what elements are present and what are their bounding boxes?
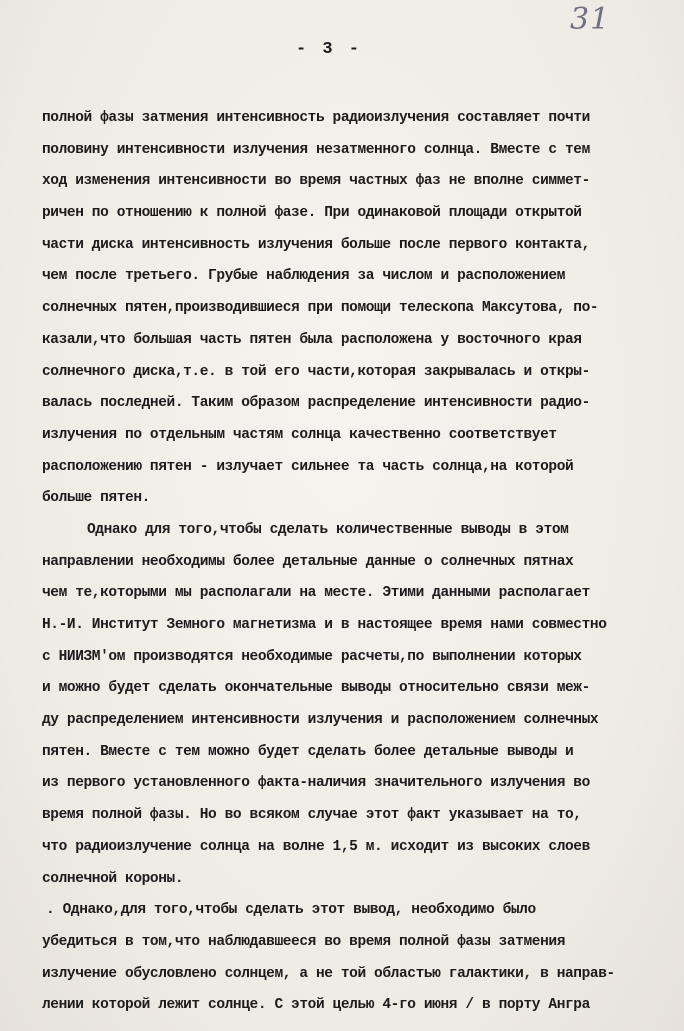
text-line: чем те,которыми мы располагали на месте. Этими данными располагает: [42, 585, 590, 602]
text-line: с НИИЗМ'ом производятся необходимые расчеты,по выполнении которых: [42, 648, 582, 665]
text-line: ход изменения интенсивности во время частных фаз не вполне симмет-: [42, 173, 590, 190]
text-line: полной фазы затмения интенсивность радиоизлучения составляет почти: [42, 110, 590, 126]
text-line: солнечной короны.: [42, 870, 184, 887]
text-line: ричен по отношению к полной фазе. При одинаковой площади открытой: [42, 205, 582, 222]
text-line: из первого установленного факта-наличия значительного излучения во: [42, 775, 590, 792]
page-number: - 3 -: [296, 40, 363, 59]
archive-page-number: 31: [570, 2, 611, 37]
text-line: что радиоизлучение солнца на волне 1,5 м. исходит из высоких слоев: [42, 838, 590, 855]
text-line: больше пятен.: [42, 490, 150, 507]
text-line: солнечных пятен,производившиеся при помощи телескопа Максутова, по-: [42, 300, 599, 317]
text-line: половину интенсивности излучения незатменного солнца. Вместе с тем: [42, 141, 590, 158]
text-line: Н.-И. Институт Земного магнетизма и в настоящее время нами совместно: [42, 617, 607, 633]
text-line: части диска интенсивность излучения больше после первого контакта,: [42, 236, 590, 253]
text-line: время полной фазы. Но во всяком случае этот факт указывает на то,: [42, 807, 582, 824]
text-line: валась последней. Таким образом распределение интенсивности радио-: [42, 395, 590, 412]
text-line: убедиться в том,что наблюдавшееся во время полной фазы затмения: [42, 933, 565, 950]
text-line: направлении необходимы более детальные данные о солнечных пятнах: [42, 553, 574, 570]
paragraph-start-line: . Однако,для того,чтобы сделать этот вывод, необходимо было: [46, 902, 536, 919]
text-line: чем после третьего. Грубые наблюдения за числом и расположением: [42, 268, 565, 285]
paragraph-start-line: Однако для того,чтобы сделать количественные выводы в этом: [87, 521, 569, 538]
text-line: солнечного диска,т.е. в той его части,которая закрывалась и откры-: [42, 363, 590, 380]
body-text: [42, 103, 672, 1022]
text-line: излучения по отдельным частям солнца качественно соответствует: [42, 426, 557, 443]
text-line: излучение обусловлено солнцем, а не той областью галактики, в направ-: [42, 965, 615, 982]
text-line: ду распределением интенсивности излучения и расположением солнечных: [42, 712, 599, 729]
text-line: расположению пятен - излучает сильнее та часть солнца,на которой: [42, 458, 574, 475]
text-line: казали,что большая часть пятен была расположена у восточного края: [42, 331, 582, 348]
text-line: пятен. Вместе с тем можно будет сделать более детальные выводы и: [42, 743, 574, 760]
text-line: и можно будет сделать окончательные выводы относительно связи меж-: [42, 680, 590, 697]
text-line: лении которой лежит солнце. С этой целью 4-го июня / в порту Ангра: [42, 997, 590, 1014]
